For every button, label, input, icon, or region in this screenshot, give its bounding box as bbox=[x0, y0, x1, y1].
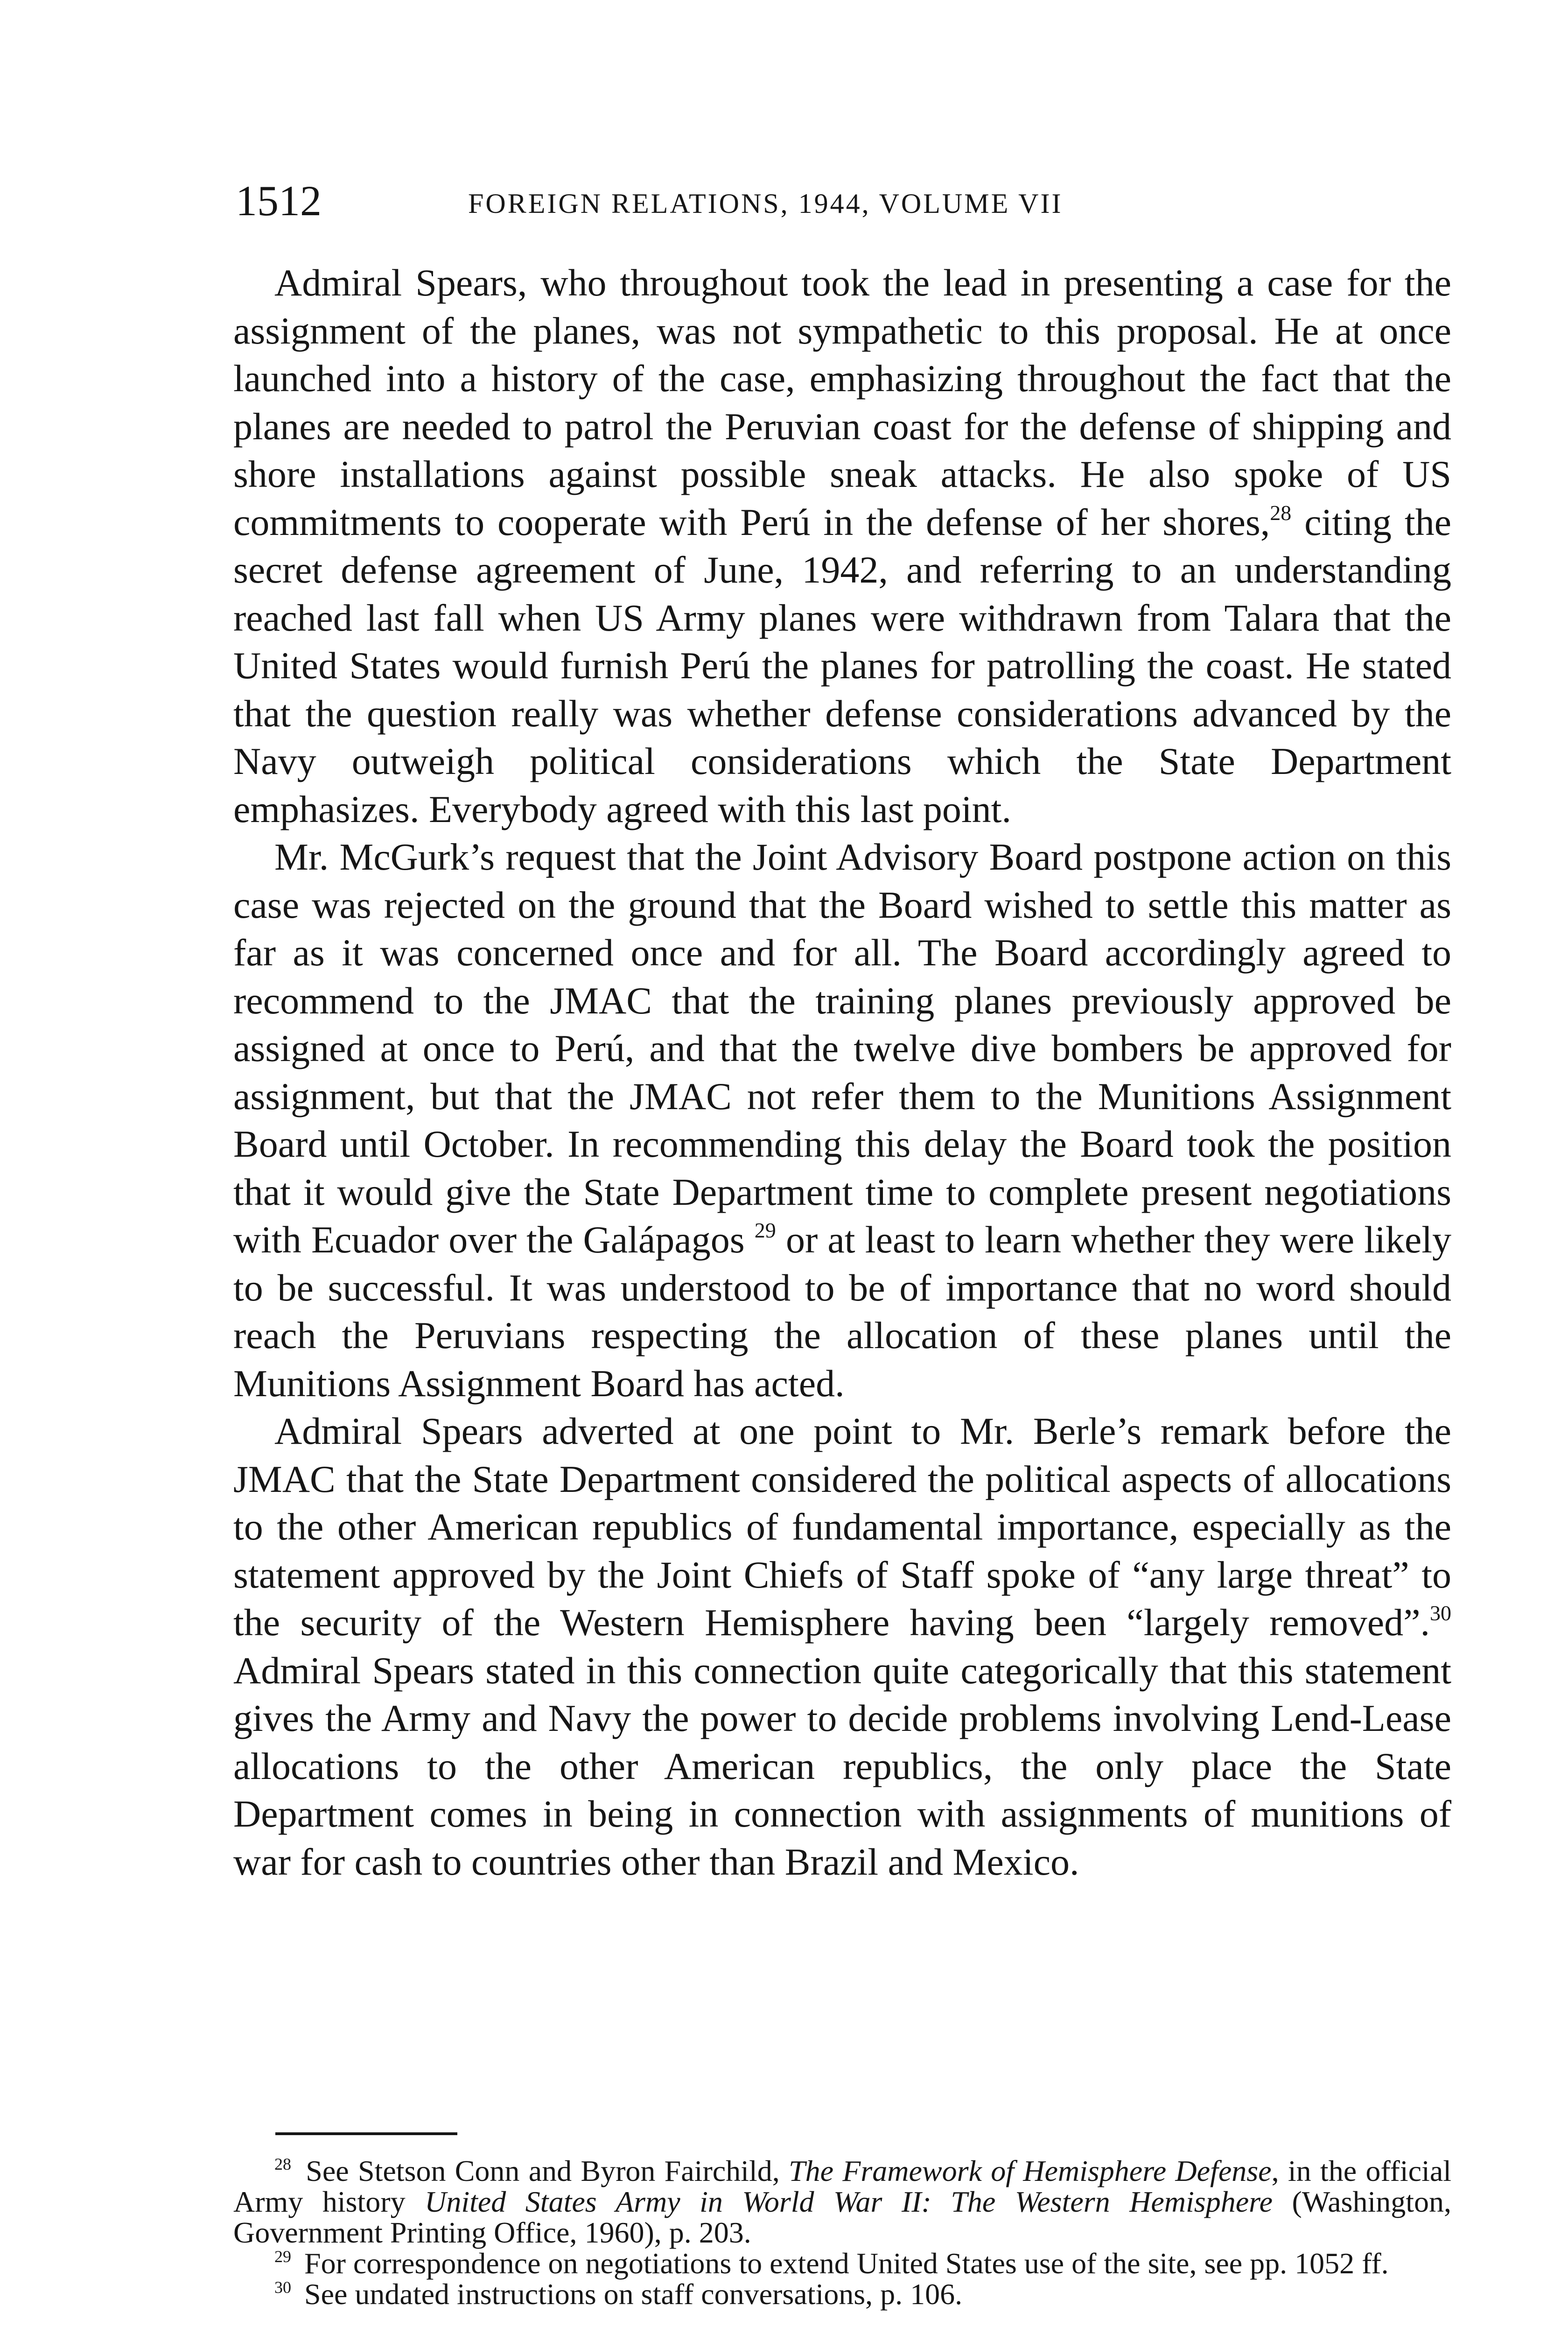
paragraph-text: Admiral Spears stated in this connection quite categorically that this statement gives the Army and Navy the power to decide problems involving Lend-Lease allocations to the other American republics, the only place the State Department comes in being in connection with assignments of munitions of war for cash to countries other than Brazil and Mexico. bbox=[233, 1649, 1451, 1883]
footnote-divider bbox=[275, 2132, 457, 2135]
footnote-ref-30: 30 bbox=[1430, 1601, 1451, 1625]
paragraph-text: citing the secret defense agreement of June, 1942, and referring to an understanding reached last fall when US Army planes were withdrawn from Talara that the United States would furnish Perú the planes for patrolling the coast. He stated that the question really was whether defense considerations advanced by the Navy outweigh political considerations which the State Department emphasizes. Everybody agreed with this last point. bbox=[233, 500, 1451, 830]
footnote-text: See Stetson Conn and Byron Fairchild, bbox=[297, 2154, 789, 2187]
footnote-ref-28: 28 bbox=[1270, 500, 1292, 525]
footnote-30 bbox=[233, 2279, 1451, 2310]
footnote-text: , in the official Army history bbox=[233, 2154, 1452, 2218]
paragraph-1 bbox=[233, 259, 1451, 833]
footnotes bbox=[233, 2156, 1451, 2310]
footnote-title: The Framework of Hemisphere Defense bbox=[789, 2154, 1272, 2187]
footnote-text: For correspondence on negotiations to extend United States use of the site, see pp. 1052 ff. bbox=[297, 2247, 1389, 2280]
paragraph-2 bbox=[233, 833, 1451, 1407]
footnote-number: 28 bbox=[274, 2155, 291, 2173]
page-number: 1512 bbox=[236, 177, 322, 225]
footnote-29 bbox=[233, 2248, 1451, 2279]
body-text bbox=[233, 259, 1451, 1886]
paragraph-text: Mr. McGurk’s request that the Joint Advisory Board postpone action on this case was rejected on the ground that the Board wished to settle this matter as far as it was concerned once and for all. The Board accordingly agreed to recommend to the JMAC that the training planes previously approved be assigned at once to Perú, and that the twelve dive bombers be approved for assignment, but that the JMAC not refer them to the Munitions Assignment Board until October. In recommending this delay the Board took the position that it would give the State Department time to complete present negotiations with Ecuador over the Galápagos bbox=[233, 836, 1451, 1261]
paragraph-text: Admiral Spears adverted at one point to Mr. Berle’s remark before the JMAC that the State Department considered the political aspects of allocations to the other American republics of fundamental importance, especially as the statement approved by the Joint Chiefs of Staff spoke of “any large threat” to the security of the Western Hemisphere having been “largely removed”. bbox=[233, 1410, 1451, 1644]
footnote-number: 30 bbox=[274, 2278, 291, 2297]
footnote-title: United States Army in World War II: The Western Hemisphere bbox=[425, 2185, 1273, 2218]
footnote-number: 29 bbox=[274, 2247, 291, 2266]
footnote-text: See undated instructions on staff conversations, p. 106. bbox=[297, 2278, 963, 2311]
footnote-text: (Washington, Government Printing Office, 1960), p. 203. bbox=[233, 2185, 1451, 2249]
footnote-28 bbox=[233, 2156, 1451, 2248]
running-head: FOREIGN RELATIONS, 1944, VOLUME VII bbox=[468, 188, 1063, 219]
paragraph-text: Admiral Spears, who throughout took the lead in presenting a case for the assignment of the planes, was not sympathetic to this proposal. He at once launched into a history of the case, emphasizing throughout the fact that the planes are needed to patrol the Peruvian coast for the defense of shipping and shore installations against possible sneak attacks. He also spoke of US commitments to cooperate with Perú in the defense of her shores, bbox=[233, 261, 1451, 543]
paragraph-text: or at least to learn whether they were likely to be successful. It was understood to be of importance that no word should reach the Peruvians respecting the allocation of these planes until the Munitions Assignment Board has acted. bbox=[233, 1218, 1452, 1405]
footnote-ref-29: 29 bbox=[754, 1218, 776, 1242]
paragraph-3 bbox=[233, 1407, 1451, 1886]
page-header bbox=[236, 173, 1458, 229]
